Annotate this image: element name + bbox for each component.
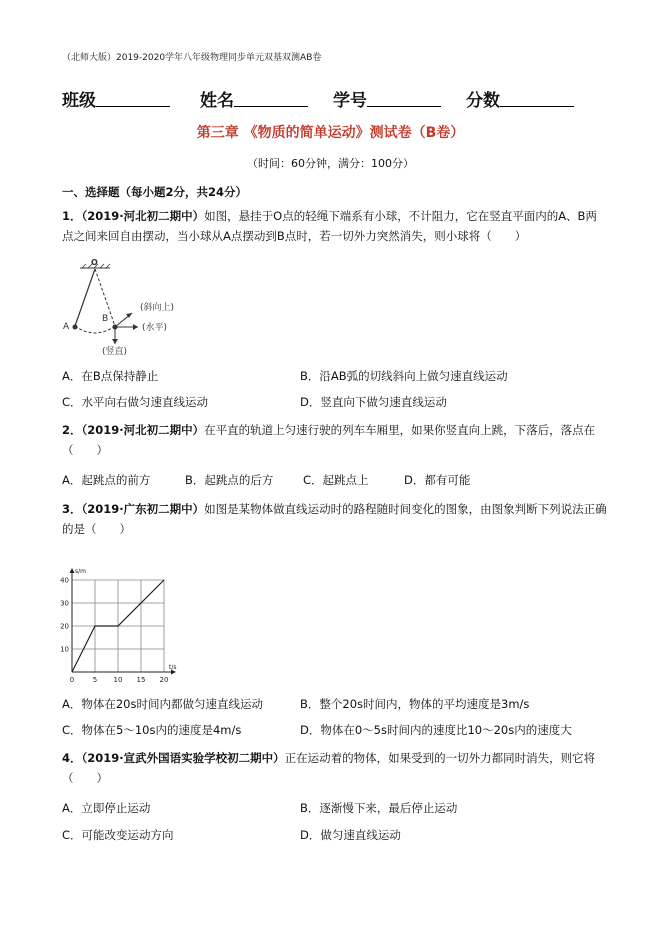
q2-option-b: B．起跳点的后方	[185, 473, 274, 487]
x-axis-label: t/s	[169, 664, 177, 671]
field-class	[62, 86, 170, 111]
q2-option-a: A．起跳点的前方	[62, 473, 151, 487]
q1-option-d: D．竖直向下做匀速直线运动	[300, 395, 447, 409]
label-b: B	[102, 314, 109, 324]
y-tick-label: 10	[60, 645, 69, 654]
x-tick-label: 0	[69, 676, 75, 684]
label-horizontal: (水平)	[142, 323, 168, 333]
q1-option-c: C．水平向右做匀速直线运动	[62, 395, 209, 409]
x-tick-label: 5	[92, 676, 98, 684]
field-class-line[interactable]	[96, 90, 170, 107]
q3-source: （2019·广东初二期中）	[81, 502, 205, 516]
x-tick-label: 15	[136, 676, 146, 684]
q3-option-d: D．物体在0～5s时间内的速度比10～20s内的速度大	[300, 723, 572, 737]
field-number-line[interactable]	[367, 90, 441, 107]
page-title: 第三章 《物质的简单运动》测试卷（B卷）	[196, 125, 465, 141]
q3-text: 如图是某物体做直线运动时的路程随时间变化的图象，由图象判断下列说法正确	[204, 502, 607, 516]
pendulum-figure	[60, 258, 190, 358]
field-score	[466, 86, 574, 111]
q3-text-2: 的是（ ）	[62, 522, 131, 536]
q2-option-c: C．起跳点上	[303, 473, 369, 487]
question-3	[62, 499, 607, 539]
q1-option-a: A．在B点保持静止	[62, 369, 159, 383]
q1-source: （2019·河北初二期中）	[81, 209, 205, 223]
q3-option-a: A．物体在20s时间内都做匀速直线运动	[62, 697, 263, 711]
y-tick-label: 30	[60, 599, 69, 608]
q4-text-2: （ ）	[62, 771, 108, 785]
field-number	[333, 86, 441, 111]
question-2	[62, 420, 602, 460]
field-name-line[interactable]	[234, 90, 308, 107]
field-class-label: 班级	[62, 91, 96, 111]
label-down: (竖直)	[102, 347, 128, 357]
q2-number: 2．	[62, 423, 82, 437]
y-tick-label: 20	[60, 622, 69, 631]
q4-option-a: A．立即停止运动	[62, 801, 151, 815]
q1-text-2: 点之间来回自由摆动，当小球从A点摆动到B点时，若一切外力突然消失，则小球将（ ）	[62, 229, 527, 243]
q1-option-b: B．沿AB弧的切线斜向上做匀速直线运动	[300, 369, 508, 383]
q3-option-c: C．物体在5～10s内的速度是4m/s	[62, 723, 242, 737]
q4-option-c: C．可能改变运动方向	[62, 828, 174, 842]
field-score-label: 分数	[466, 91, 500, 111]
q1-text: 如图，悬挂于O点的轻绳下端系有小球，不计阻力，它在竖直平面内的A、B两	[204, 209, 597, 223]
label-o: O	[91, 258, 98, 267]
q4-source: （2019·宣武外国语实验学校初二期中）	[81, 751, 285, 765]
q3-number: 3．	[62, 502, 82, 516]
y-axis-label: s/m	[75, 568, 86, 575]
x-tick-label: 20	[159, 676, 169, 684]
q4-text: 正在运动着的物体，如果受到的一切外力都同时消失，则它将	[284, 751, 596, 765]
q2-option-d: D．都有可能	[404, 473, 471, 487]
question-4	[62, 748, 602, 788]
section-heading: 一、选择题（每小题2分，共24分）	[62, 185, 248, 199]
field-score-line[interactable]	[500, 90, 574, 107]
q4-option-b: B．逐渐慢下来，最后停止运动	[300, 801, 458, 815]
q4-number: 4．	[62, 751, 82, 765]
y-tick-label: 40	[60, 576, 69, 585]
doc-header: （北师大版）2019-2020学年八年级物理同步单元双基双测AB卷	[62, 53, 322, 63]
q2-source: （2019·河北初二期中）	[81, 423, 205, 437]
x-tick-label: 10	[113, 676, 123, 684]
distance-time-chart	[58, 560, 188, 685]
question-1	[62, 206, 602, 246]
field-name-label: 姓名	[200, 91, 234, 111]
q3-option-b: B．整个20s时间内，物体的平均速度是3m/s	[300, 697, 530, 711]
q2-text-2: （ ）	[62, 443, 108, 457]
field-name	[200, 86, 308, 111]
q4-option-d: D．做匀速直线运动	[300, 828, 401, 842]
label-a: A	[63, 322, 70, 332]
q2-text: 在平直的轨道上匀速行驶的列车车厢里，如果你竖直向上跳，下落后，落点在	[204, 423, 596, 437]
q1-number: 1．	[62, 209, 82, 223]
page-subtitle: （时间：60分钟，满分：100分）	[247, 157, 414, 170]
y-axis-arrow	[70, 568, 75, 573]
label-up: (斜向上)	[140, 303, 175, 313]
field-number-label: 学号	[333, 91, 367, 111]
